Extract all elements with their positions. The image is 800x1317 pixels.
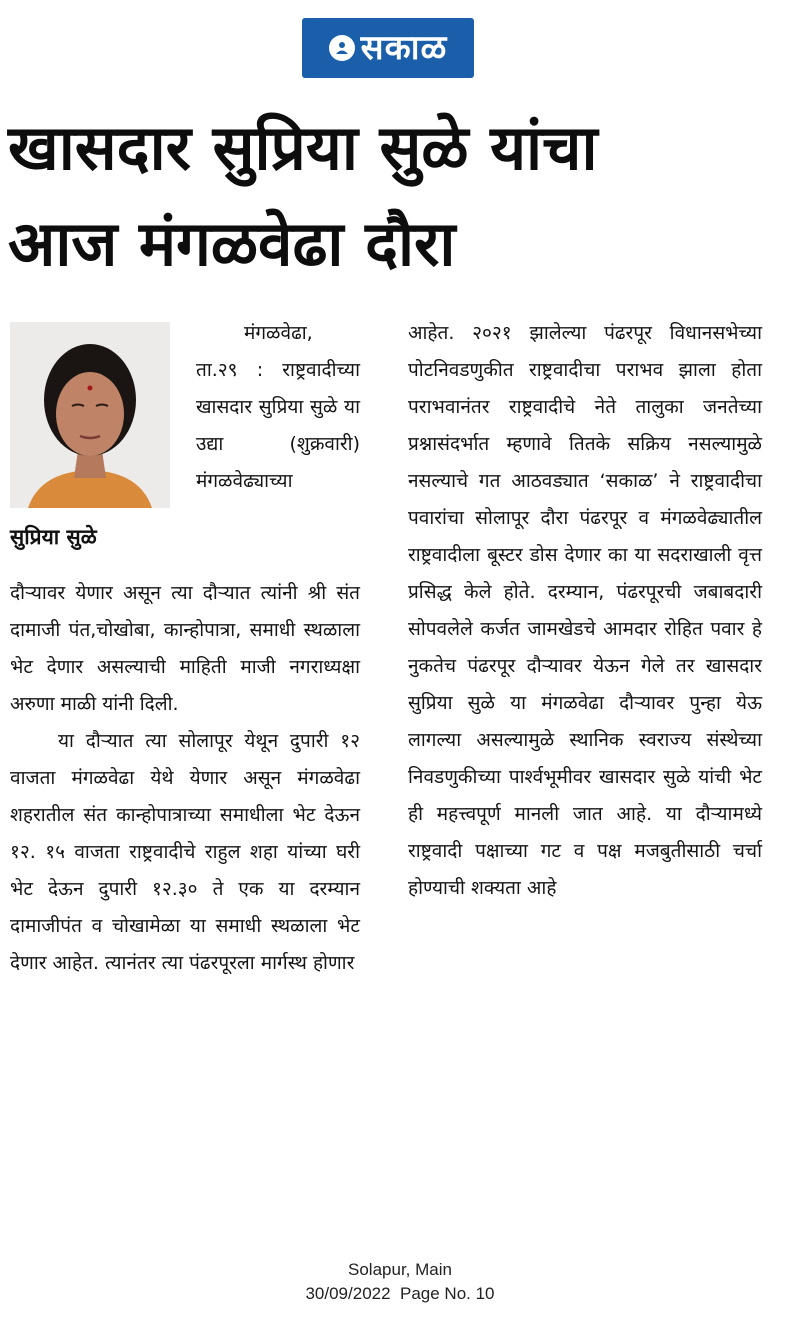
article-intro-bottom-text: दौऱ्यावर येणार असून त्या दौऱ्यात त्यांनी श्री संत दामाजी पंत,चोखोबा, कान्होपात्रा, समाधी स्थळाला भेट देणार असल्याची माहिती माजी नगराध्यक्षा अरुणा माळी यांनी दिली. (10, 582, 360, 715)
article-right-column (408, 315, 762, 907)
headline (8, 100, 792, 292)
article-right-text: आहेत. २०२१ झालेल्या पंढरपूर विधानसभेच्या पोटनिवडणुकीत राष्ट्रवादीचा पराभव झाला होता पराभवानंतर राष्ट्रवादीचे नेते तालुका जनतेच्या प्रश्नासंदर्भात म्हणावे तितके सक्रिय नसल्यामुळे नसल्याचे गत आठवड्यात ‘सकाळ’ ने राष्ट्रवादीचा पवारांचा सोलापूर दौरा पंढरपूर व मंगळवेढ्यातील राष्ट्रवादीला बूस्टर डोस देणार का या सदराखाली वृत्त प्रसिद्ध केले होते. दरम्यान, पंढरपूरची जबाबदारी सोपवलेले कर्जत जामखेडचे आमदार रोहित पवार हे नुकतेच पंढरपूर दौऱ्यावर येऊन गेले तर खासदार सुप्रिया सुळे या मंगळवेढा दौऱ्यावर पुन्हा येऊ लागल्या असल्यामुळे स्थानिक स्वराज्य संस्थेच्या निवडणुकीच्या पार्श्वभूमीवर खासदार सुळे यांची भेट ही महत्त्वपूर्ण मानली जात आहे. या दौऱ्यामध्ये राष्ट्रवादी पक्षाच्या गट व पक्ष मजबुतीसाठी चर्चा होण्याची शक्यता आहे (408, 322, 762, 899)
logo-text: सकाळ (360, 28, 448, 68)
article-left-column (10, 575, 360, 982)
photo-caption: सुप्रिया सुळे (10, 525, 97, 549)
article-paragraph-2: या दौऱ्यात त्या सोलापूर येथून दुपारी १२ वाजता मंगळवेढा येथे येणार असून मंगळवेढा शहरातील संत कान्होपात्राच्या समाधीला भेट देऊन १२. १५ वाजता राष्ट्रवादीचे राहुल शहा यांच्या घरी भेट देऊन दुपारी १२.३० ते एक या दरम्यान दामाजीपंत व चोखामेळा या समाधी स्थळाला भेट देणार आहेत. त्यानंतर त्या पंढरपूरला मार्गस्थ होणार (10, 730, 360, 974)
footer-edition: Solapur, Main (348, 1260, 452, 1279)
article-intro-top-text: मंगळवेढा, ता.२९ : राष्ट्रवादीच्या खासदार सुप्रिया सुळे या उद्या (शुक्रवारी) मंगळवेढ्याच्या (196, 322, 360, 492)
sakal-logo (302, 18, 474, 78)
page-footer (0, 1258, 800, 1306)
article-intro-top (196, 315, 360, 500)
headline-line-2: आज मंगळवेढा दौरा (8, 207, 456, 280)
logo-emblem-icon (329, 35, 355, 61)
portrait-photo (10, 322, 170, 508)
headline-line-1: खासदार सुप्रिया सुळे यांचा (8, 111, 598, 184)
footer-date-page: 30/09/2022 Page No. 10 (305, 1284, 495, 1303)
